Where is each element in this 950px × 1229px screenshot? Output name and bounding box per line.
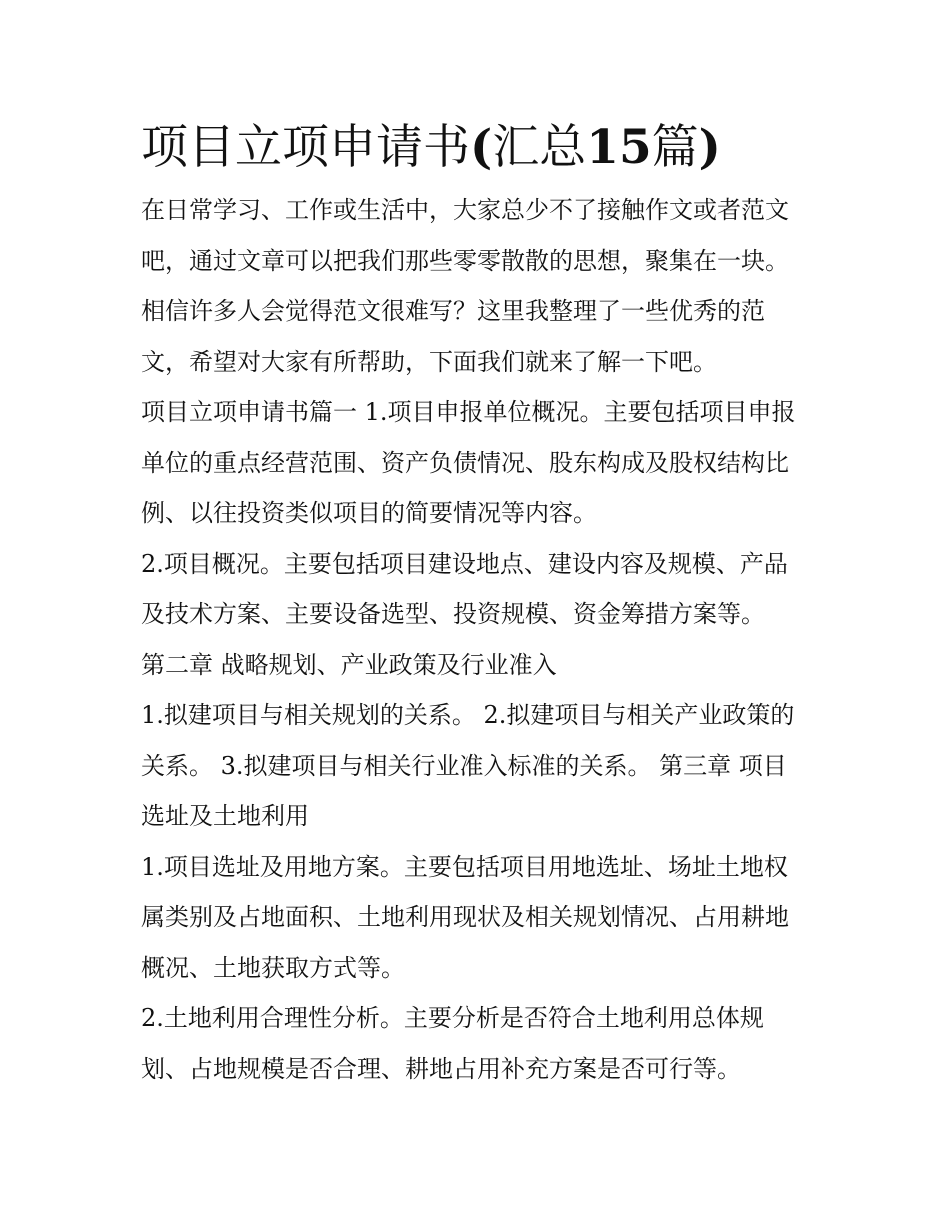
paragraph-line: 选址及土地利用 [141, 802, 309, 830]
title-text-summary: 汇总 [492, 120, 587, 175]
paragraph-project-overview [141, 539, 821, 640]
paragraph-line: 文，希望对大家有所帮助，下面我们就来了解一下吧。 [141, 347, 717, 376]
paragraph-section-1 [141, 387, 821, 539]
paragraph-land-use [141, 993, 821, 1094]
paragraph-line: 概况、土地获取方式等。 [141, 953, 405, 982]
paragraph-line: 及技术方案、主要设备选型、投资规模、资金筹措方案等。 [141, 600, 765, 628]
paragraph-line: 例、以往投资类似项目的简要情况等内容。 [141, 499, 597, 527]
document-body [141, 117, 821, 1094]
paragraph-line: 划、占地规模是否合理、耕地占用补充方案是否可行等。 [141, 1054, 741, 1083]
paragraph-intro [141, 185, 821, 387]
document-title [141, 117, 821, 179]
paragraph-site-selection [141, 842, 821, 994]
paragraph-line: 1.项目选址及用地方案。主要包括项目用地选址、场址土地权 [141, 852, 788, 881]
paragraph-line: 1.拟建项目与相关规划的关系。 2.拟建项目与相关产业政策的 [141, 701, 795, 729]
paragraph-line: 吧，通过文章可以把我们那些零零散散的思想，聚集在一块。 [141, 246, 789, 275]
title-text-main: 项目立项申请书 [141, 120, 470, 175]
paragraph-line: 属类别及占地面积、土地利用现状及相关规划情况、占用耕地 [141, 903, 789, 931]
title-text-unit: 篇 [651, 120, 699, 175]
paragraph-line: 单位的重点经营范围、资产负债情况、股东构成及股权结构比 [141, 448, 789, 477]
title-close-paren: ) [698, 120, 721, 175]
paragraph-line: 第二章 战略规划、产业政策及行业准入 [141, 650, 557, 679]
title-open-paren: ( [470, 120, 493, 175]
paragraph-line: 关系。 3.拟建项目与相关行业准入标准的关系。 第三章 项目 [141, 751, 787, 780]
paragraph-line: 相信许多人会觉得范文很难写？这里我整理了一些优秀的范 [141, 297, 765, 325]
chapter-heading-2 [141, 640, 821, 691]
paragraph-line: 在日常学习、工作或生活中，大家总少不了接触作文或者范文 [141, 196, 789, 224]
paragraph-planning-relations [141, 690, 821, 842]
paragraph-line: 2.土地利用合理性分析。主要分析是否符合土地利用总体规 [141, 1004, 764, 1032]
paragraph-line: 2.项目概况。主要包括项目建设地点、建设内容及规模、产品 [141, 549, 788, 578]
title-count: 15 [586, 120, 652, 175]
paragraph-line: 项目立项申请书篇一 1.项目申报单位概况。主要包括项目申报 [141, 398, 796, 426]
